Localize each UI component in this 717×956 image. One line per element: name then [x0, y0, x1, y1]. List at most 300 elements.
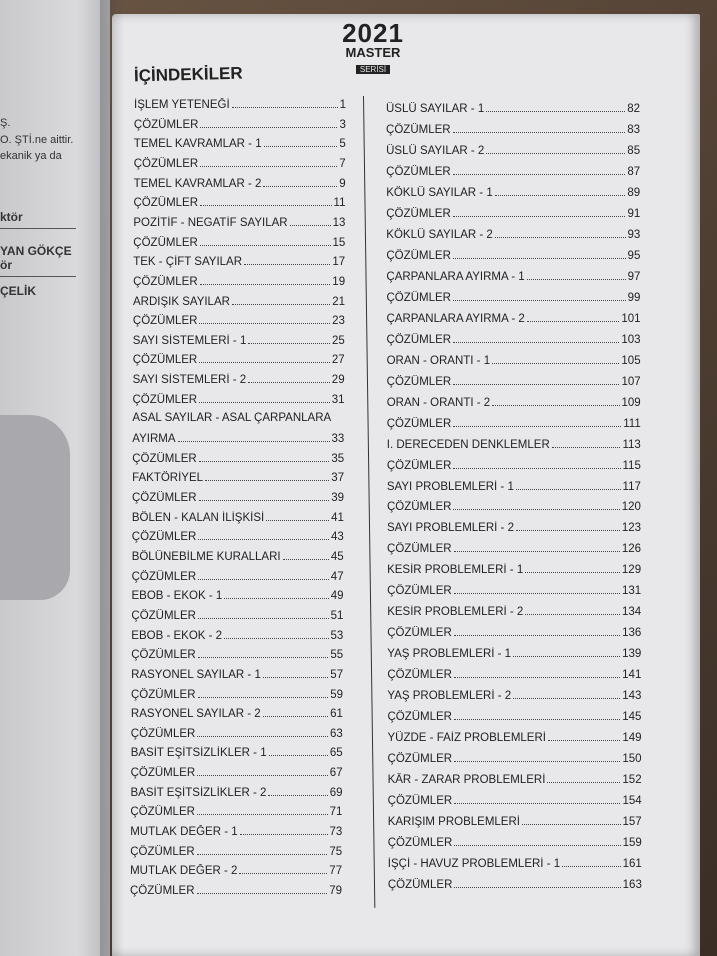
- toc-entry: [387, 417, 641, 430]
- toc-leader-dots: [453, 459, 620, 469]
- toc-entry: [387, 459, 641, 472]
- toc-entry-page-number: 27: [331, 354, 345, 367]
- toc-entry: [132, 412, 344, 424]
- toc-leader-dots: [283, 550, 329, 560]
- toc-leader-dots: [199, 353, 330, 363]
- toc-leader-dots: [552, 438, 621, 448]
- toc-leader-dots: [198, 570, 329, 580]
- toc-leader-dots: [454, 836, 620, 846]
- toc-leader-dots: [453, 123, 626, 133]
- toc-leader-dots: [516, 521, 620, 531]
- toc-entry-label: ÇÖZÜMLER: [132, 354, 198, 367]
- toc-entry: [134, 157, 346, 170]
- toc-leader-dots: [454, 752, 620, 762]
- toc-entry-label: YAŞ PROBLEMLERİ - 2: [387, 690, 512, 703]
- toc-entry-page-number: 126: [621, 543, 642, 556]
- toc-entry-label: ÜSLÜ SAYILAR - 1: [386, 103, 485, 115]
- toc-entry: [387, 563, 641, 576]
- toc-entry-label: RASYONEL SAYILAR - 2: [130, 708, 261, 721]
- toc-entry: [131, 648, 343, 661]
- toc-entry-label: ÇÖZÜMLER: [133, 275, 198, 288]
- toc-entry-page-number: 43: [331, 531, 344, 544]
- toc-leader-dots: [290, 216, 331, 226]
- toc-entry: [387, 542, 641, 555]
- toc-entry-label: ÜSLÜ SAYILAR - 2: [386, 144, 485, 157]
- toc-entry-label: ÇÖZÜMLER: [130, 767, 196, 780]
- toc-entry-page-number: 141: [622, 669, 642, 682]
- left-page-text: YAN GÖKÇE: [0, 244, 72, 258]
- toc-entry-page-number: 152: [622, 774, 642, 787]
- toc-entry-label: ÇÖZÜMLER: [130, 885, 195, 897]
- toc-entry: [132, 452, 344, 465]
- toc-entry: [134, 177, 346, 190]
- toc-entry-page-number: 53: [330, 629, 344, 642]
- toc-entry-label: ÇÖZÜMLER: [386, 291, 451, 304]
- toc-entry: [133, 373, 345, 386]
- toc-entry-page-number: 55: [330, 649, 344, 662]
- toc-entry-label: ÇÖZÜMLER: [132, 452, 197, 465]
- toc-entry: [131, 766, 343, 779]
- toc-leader-dots: [453, 165, 626, 175]
- toc-entry: [130, 805, 342, 818]
- toc-entry: [133, 393, 345, 406]
- toc-entry-page-number: 134: [622, 606, 642, 619]
- toc-entry-label: ÇÖZÜMLER: [131, 609, 196, 622]
- toc-entry-label: BASİT EŞİTSİZLİKLER - 1: [130, 747, 267, 760]
- toc-entry-page-number: 35: [331, 452, 345, 465]
- toc-entry-page-number: 149: [622, 732, 642, 745]
- toc-entry-label: ÇÖZÜMLER: [387, 837, 453, 850]
- toc-entry-page-number: 65: [329, 747, 343, 760]
- toc-entry: [131, 668, 343, 681]
- toc-entry-label: ÇÖZÜMLER: [386, 459, 452, 472]
- toc-leader-dots: [492, 354, 619, 364]
- toc-entry: [134, 118, 346, 131]
- toc-entry-page-number: 13: [332, 216, 346, 229]
- toc-entry: [386, 270, 640, 283]
- toc-leader-dots: [200, 275, 331, 285]
- toc-entry-page-number: 63: [330, 727, 343, 740]
- toc-entry-label: ÇÖZÜMLER: [386, 249, 451, 262]
- toc-entry-page-number: 123: [621, 522, 641, 535]
- toc-entry-label: MUTLAK DEĞER - 2: [130, 865, 238, 878]
- toc-leader-dots: [516, 480, 621, 490]
- toc-entry-label: ÇÖZÜMLER: [131, 570, 197, 583]
- toc-leader-dots: [486, 144, 625, 154]
- toc-leader-dots: [205, 471, 329, 481]
- toc-entry-page-number: 49: [330, 590, 344, 603]
- toc-leader-dots: [495, 186, 626, 196]
- toc-entry-label: FAKTÖRİYEL: [132, 472, 204, 485]
- toc-entry: [133, 216, 345, 229]
- toc-entry-page-number: 19: [332, 275, 346, 288]
- toc-entry-label: ÇÖZÜMLER: [132, 393, 198, 406]
- toc-leader-dots: [527, 312, 620, 322]
- toc-entry-page-number: 136: [622, 627, 642, 640]
- toc-entry-label: ÇÖZÜMLER: [130, 845, 195, 858]
- toc-entry-label: ÇÖZÜMLER: [133, 236, 198, 249]
- toc-leader-dots: [454, 668, 620, 678]
- toc-entry: [387, 354, 641, 367]
- toc-leader-dots: [199, 393, 330, 403]
- toc-entry: [132, 491, 344, 504]
- toc-entry-page-number: 150: [622, 753, 642, 766]
- toc-entry: [386, 291, 640, 304]
- toc-entry: [387, 333, 641, 346]
- toc-entry-page-number: 69: [329, 786, 343, 799]
- toc-leader-dots: [454, 794, 620, 804]
- page-title: İÇİNDEKİLER: [133, 63, 243, 86]
- toc-leader-dots: [248, 373, 330, 383]
- left-page-rule: [0, 276, 76, 277]
- toc-entry-page-number: 23: [332, 315, 345, 328]
- toc-entry-page-number: 3: [339, 118, 346, 131]
- toc-entry-label: ÇÖZÜMLER: [386, 207, 451, 220]
- toc-entry-page-number: 145: [622, 711, 642, 724]
- toc-entry-page-number: 91: [627, 207, 641, 220]
- toc-entry-label: EBOB - EKOK - 2: [131, 629, 223, 642]
- toc-entry: [133, 275, 345, 288]
- toc-leader-dots: [264, 137, 338, 147]
- toc-entry-label: ÇÖZÜMLER: [387, 753, 453, 766]
- toc-leader-dots: [197, 805, 328, 815]
- toc-entry-label: YAŞ PROBLEMLERİ - 1: [387, 648, 512, 661]
- toc-leader-dots: [244, 255, 330, 265]
- toc-entry-label: BASİT EŞİTSİZLİKLER - 2: [130, 786, 267, 799]
- toc-entry: [386, 249, 640, 262]
- toc-entry-label: KESİR PROBLEMLERİ - 2: [387, 606, 524, 619]
- toc-entry: [130, 884, 342, 897]
- left-page-text: O. ŞTİ.ne aittir.: [0, 134, 74, 146]
- toc-entry: [388, 731, 642, 744]
- toc-entry-page-number: 163: [622, 879, 642, 891]
- toc-leader-dots: [454, 878, 620, 888]
- toc-entry-label: KESİR PROBLEMLERİ - 1: [387, 564, 524, 577]
- toc-leader-dots: [200, 157, 337, 167]
- toc-leader-dots: [263, 707, 328, 717]
- toc-entry-page-number: 143: [622, 690, 642, 703]
- toc-leader-dots: [453, 417, 621, 427]
- toc-leader-dots: [268, 786, 327, 796]
- toc-entry-label: TEMEL KAVRAMLAR - 1: [133, 138, 262, 151]
- toc-entry: [387, 521, 641, 534]
- toc-entry-label: KÖKLÜ SAYILAR - 2: [386, 228, 493, 241]
- toc-leader-dots: [232, 295, 330, 305]
- toc-leader-dots: [522, 815, 621, 825]
- left-page: [0, 0, 110, 956]
- toc-entry-page-number: 109: [621, 396, 641, 409]
- toc-entry-label: ÇARPANLARA AYIRMA - 2: [386, 312, 525, 325]
- toc-entry: [134, 98, 346, 111]
- toc-entry: [134, 196, 346, 209]
- toc-entry: [131, 746, 343, 759]
- toc-entry-page-number: 73: [329, 826, 343, 839]
- toc-entry-label: ÇÖZÜMLER: [386, 333, 452, 346]
- toc-leader-dots: [454, 710, 620, 720]
- toc-leader-dots: [562, 857, 620, 867]
- toc-entry-page-number: 21: [332, 295, 345, 308]
- toc-entry: [386, 228, 640, 241]
- toc-leader-dots: [198, 609, 329, 619]
- toc-entry: [132, 530, 344, 543]
- toc-entry-page-number: 139: [622, 648, 642, 661]
- toc-entry-label: ÇÖZÜMLER: [133, 118, 199, 131]
- toc-entry: [130, 845, 342, 858]
- toc-entry-label: ÇÖZÜMLER: [131, 649, 196, 662]
- toc-leader-dots: [486, 102, 625, 112]
- toc-entry-page-number: 115: [622, 459, 641, 472]
- toc-leader-dots: [453, 375, 619, 385]
- toc-leader-dots: [240, 825, 328, 835]
- logo-year: 2021: [342, 18, 404, 48]
- toc-entry-page-number: 37: [331, 472, 345, 485]
- toc-entry-label: ORAN - ORANTI - 2: [386, 396, 491, 409]
- toc-leader-dots: [495, 228, 626, 238]
- toc-entry: [388, 878, 642, 891]
- toc-entry: [388, 752, 642, 765]
- toc-entry-label: ÇÖZÜMLER: [387, 627, 452, 640]
- toc-entry: [131, 707, 343, 720]
- toc-entry-label: ÇÖZÜMLER: [386, 501, 452, 514]
- toc-entry-label: ÇÖZÜMLER: [386, 375, 452, 388]
- toc-leader-dots: [178, 432, 330, 442]
- toc-entry-page-number: 93: [627, 228, 641, 241]
- toc-leader-dots: [513, 647, 620, 657]
- toc-entry: [386, 165, 640, 178]
- toc-entry-page-number: 7: [339, 157, 346, 170]
- toc-entry-page-number: 120: [621, 501, 641, 514]
- toc-entry-label: SAYI SİSTEMLERİ - 2: [132, 374, 247, 387]
- toc-entry: [131, 727, 343, 740]
- toc-entry-page-number: 87: [627, 165, 641, 178]
- toc-entry: [387, 647, 641, 660]
- toc-entry-label: ÇÖZÜMLER: [133, 157, 199, 170]
- toc-entry-label: ÇÖZÜMLER: [386, 417, 452, 430]
- toc-entry: [387, 480, 641, 493]
- toc-entry-label: ÇÖZÜMLER: [131, 688, 196, 701]
- toc-entry-label: ÇÖZÜMLER: [387, 795, 453, 808]
- toc-entry: [387, 375, 641, 388]
- toc-entry: [387, 584, 641, 597]
- toc-leader-dots: [453, 333, 619, 343]
- toc-leader-dots: [197, 845, 328, 855]
- toc-entry-label: POZİTİF - NEGATİF SAYILAR: [133, 216, 288, 229]
- toc-leader-dots: [263, 177, 337, 187]
- toc-entry: [388, 857, 642, 870]
- toc-leader-dots: [198, 688, 329, 698]
- toc-entry-page-number: 45: [330, 550, 344, 563]
- toc-entry-page-number: 95: [627, 249, 641, 262]
- spine-shadow: [100, 0, 124, 956]
- toc-entry: [131, 609, 343, 622]
- left-page-text: ktör: [0, 210, 23, 224]
- toc-entry-page-number: 113: [622, 438, 641, 451]
- toc-entry-label: SAYI SİSTEMLERİ - 1: [132, 334, 247, 347]
- toc-leader-dots: [453, 500, 619, 510]
- toc-entry: [388, 836, 642, 849]
- toc-entry-page-number: 71: [329, 806, 343, 819]
- toc-entry-page-number: 59: [330, 688, 343, 701]
- toc-entry: [132, 570, 344, 583]
- toc-entry: [387, 605, 641, 618]
- toc-entry-page-number: 117: [622, 480, 641, 493]
- toc-entry-label: AYIRMA: [132, 433, 176, 446]
- toc-entry-label: ÇÖZÜMLER: [387, 669, 452, 682]
- left-page-text: ÇELİK: [0, 284, 36, 298]
- toc-entry: [386, 123, 640, 136]
- toc-entry-label: ÇÖZÜMLER: [387, 879, 453, 891]
- toc-entry: [388, 773, 642, 786]
- toc-entry-label: İŞLEM YETENEĞİ: [134, 99, 230, 111]
- toc-leader-dots: [248, 334, 330, 344]
- toc-entry-page-number: 31: [331, 393, 345, 406]
- toc-leader-dots: [547, 773, 620, 783]
- toc-entry: [131, 688, 343, 701]
- toc-entry-label: SAYI PROBLEMLERİ - 1: [386, 480, 514, 493]
- toc-leader-dots: [548, 731, 620, 741]
- toc-entry-page-number: 47: [330, 570, 344, 583]
- toc-entry-page-number: 89: [627, 186, 641, 199]
- toc-entry: [133, 314, 345, 327]
- toc-entry-label: ÇARPANLARA AYIRMA - 1: [386, 270, 525, 283]
- toc-entry-label: ÇÖZÜMLER: [387, 711, 452, 724]
- toc-leader-dots: [232, 98, 338, 108]
- toc-leader-dots: [224, 629, 328, 639]
- toc-entry-page-number: 129: [621, 564, 642, 577]
- toc-entry-label: TEK - ÇİFT SAYILAR: [133, 256, 243, 269]
- toc-entry-label: ÇÖZÜMLER: [387, 543, 452, 556]
- toc-leader-dots: [453, 207, 626, 217]
- toc-entry-label: YÜZDE - FAİZ PROBLEMLERİ: [387, 732, 546, 745]
- toc-entry-label: ÇÖZÜMLER: [387, 585, 452, 598]
- toc-entry-page-number: 161: [622, 858, 642, 871]
- toc-entry: [133, 334, 345, 347]
- toc-entry-page-number: 41: [331, 511, 344, 524]
- toc-entry-page-number: 1: [339, 99, 346, 111]
- toc-entry-label: MUTLAK DEĞER - 1: [130, 826, 238, 839]
- toc-entry-page-number: 101: [621, 312, 641, 325]
- toc-entry-label: BÖLÜNEBİLME KURALLARI: [131, 550, 281, 563]
- toc-entry-page-number: 85: [627, 144, 641, 157]
- toc-leader-dots: [453, 291, 626, 301]
- toc-entry: [133, 353, 345, 366]
- toc-entry-label: ÇÖZÜMLER: [132, 315, 198, 328]
- toc-entry-page-number: 25: [332, 334, 345, 347]
- toc-entry: [132, 511, 344, 524]
- toc-leader-dots: [197, 766, 328, 776]
- toc-entry-page-number: 33: [331, 433, 345, 446]
- toc-entry: [132, 471, 344, 484]
- toc-entry-label: SAYI PROBLEMLERİ - 2: [387, 522, 514, 535]
- toc-entry-page-number: 97: [627, 270, 641, 283]
- toc-entry: [131, 629, 343, 642]
- logo-name: MASTER: [345, 45, 401, 60]
- toc-entry-page-number: 154: [622, 795, 642, 808]
- toc-entry-label: ÇÖZÜMLER: [386, 123, 451, 136]
- toc-entry: [387, 626, 641, 639]
- left-page-rule: [0, 228, 76, 229]
- toc-entry-page-number: 57: [330, 668, 344, 681]
- toc-entry-label: ASAL SAYILAR - ASAL ÇARPANLARA: [132, 412, 332, 425]
- toc-entry-page-number: 77: [329, 865, 343, 878]
- toc-entry-label: TEMEL KAVRAMLAR - 2: [133, 177, 262, 190]
- series-logo: [338, 20, 408, 77]
- toc-entry: [130, 825, 342, 838]
- toc-entry: [130, 864, 342, 877]
- toc-entry-label: ÇÖZÜMLER: [386, 165, 451, 178]
- toc-entry-page-number: 5: [339, 138, 346, 151]
- toc-leader-dots: [197, 884, 328, 894]
- toc-entry-label: ÇÖZÜMLER: [132, 492, 197, 504]
- toc-entry-label: I. DERECEDEN DENKLEMLER: [386, 438, 550, 451]
- toc-leader-dots: [200, 196, 332, 206]
- toc-entry: [131, 786, 343, 799]
- toc-leader-dots: [525, 605, 620, 615]
- toc-leader-dots: [269, 746, 328, 756]
- toc-entry: [132, 432, 344, 445]
- toc-entry-label: ÇÖZÜMLER: [130, 727, 196, 740]
- toc-leader-dots: [199, 452, 330, 462]
- toc-entry-page-number: 29: [331, 374, 345, 387]
- toc-leader-dots: [199, 491, 330, 501]
- toc-entry-page-number: 99: [627, 291, 641, 304]
- toc-leader-dots: [239, 864, 327, 874]
- toc-entry-page-number: 83: [627, 123, 641, 136]
- toc-leader-dots: [197, 727, 328, 737]
- toc-entry-label: EBOB - EKOK - 1: [131, 590, 223, 603]
- toc-leader-dots: [198, 648, 329, 658]
- toc-entry-label: İŞÇİ - HAVUZ PROBLEMLERİ - 1: [387, 858, 561, 871]
- left-page-text: Ş.: [0, 117, 11, 129]
- left-page-text: ör: [0, 258, 12, 272]
- logo-series: SERİSİ: [356, 65, 390, 74]
- map-illustration: [0, 415, 70, 600]
- toc-leader-dots: [527, 270, 626, 280]
- left-page-text: ekanik ya da: [0, 150, 62, 162]
- toc-entry-page-number: 17: [332, 256, 346, 269]
- toc-entry: [386, 186, 640, 199]
- toc-leader-dots: [513, 689, 620, 699]
- toc-leader-dots: [200, 118, 337, 128]
- toc-entry-label: ÇÖZÜMLER: [131, 531, 197, 544]
- toc-entry-page-number: 105: [621, 354, 641, 367]
- toc-leader-dots: [266, 511, 329, 521]
- toc-entry-page-number: 131: [621, 585, 642, 598]
- toc-leader-dots: [454, 542, 620, 552]
- toc-entry: [133, 236, 345, 249]
- toc-entry: [386, 144, 640, 157]
- toc-leader-dots: [492, 396, 619, 406]
- toc-entry: [386, 102, 640, 115]
- toc-entry: [134, 137, 346, 150]
- toc-entry: [387, 312, 641, 325]
- toc-entry-page-number: 107: [621, 375, 641, 388]
- toc-entry-page-number: 111: [623, 417, 641, 430]
- toc-leader-dots: [525, 563, 620, 573]
- toc-entry-label: KÂR - ZARAR PROBLEMLERİ: [387, 774, 546, 787]
- toc-entry-page-number: 79: [329, 885, 342, 897]
- toc-leader-dots: [454, 584, 620, 594]
- toc-entry-label: ARDIŞIK SAYILAR: [133, 295, 230, 308]
- toc-entry-label: ORAN - ORANTI - 1: [386, 354, 491, 367]
- toc-entry: [387, 668, 641, 681]
- toc-entry: [387, 710, 641, 723]
- toc-entry-page-number: 103: [621, 333, 641, 346]
- toc-entry-label: RASYONEL SAYILAR - 1: [131, 668, 261, 681]
- toc-entry: [386, 207, 640, 220]
- toc-entry-page-number: 39: [331, 492, 344, 504]
- toc-leader-dots: [200, 236, 331, 246]
